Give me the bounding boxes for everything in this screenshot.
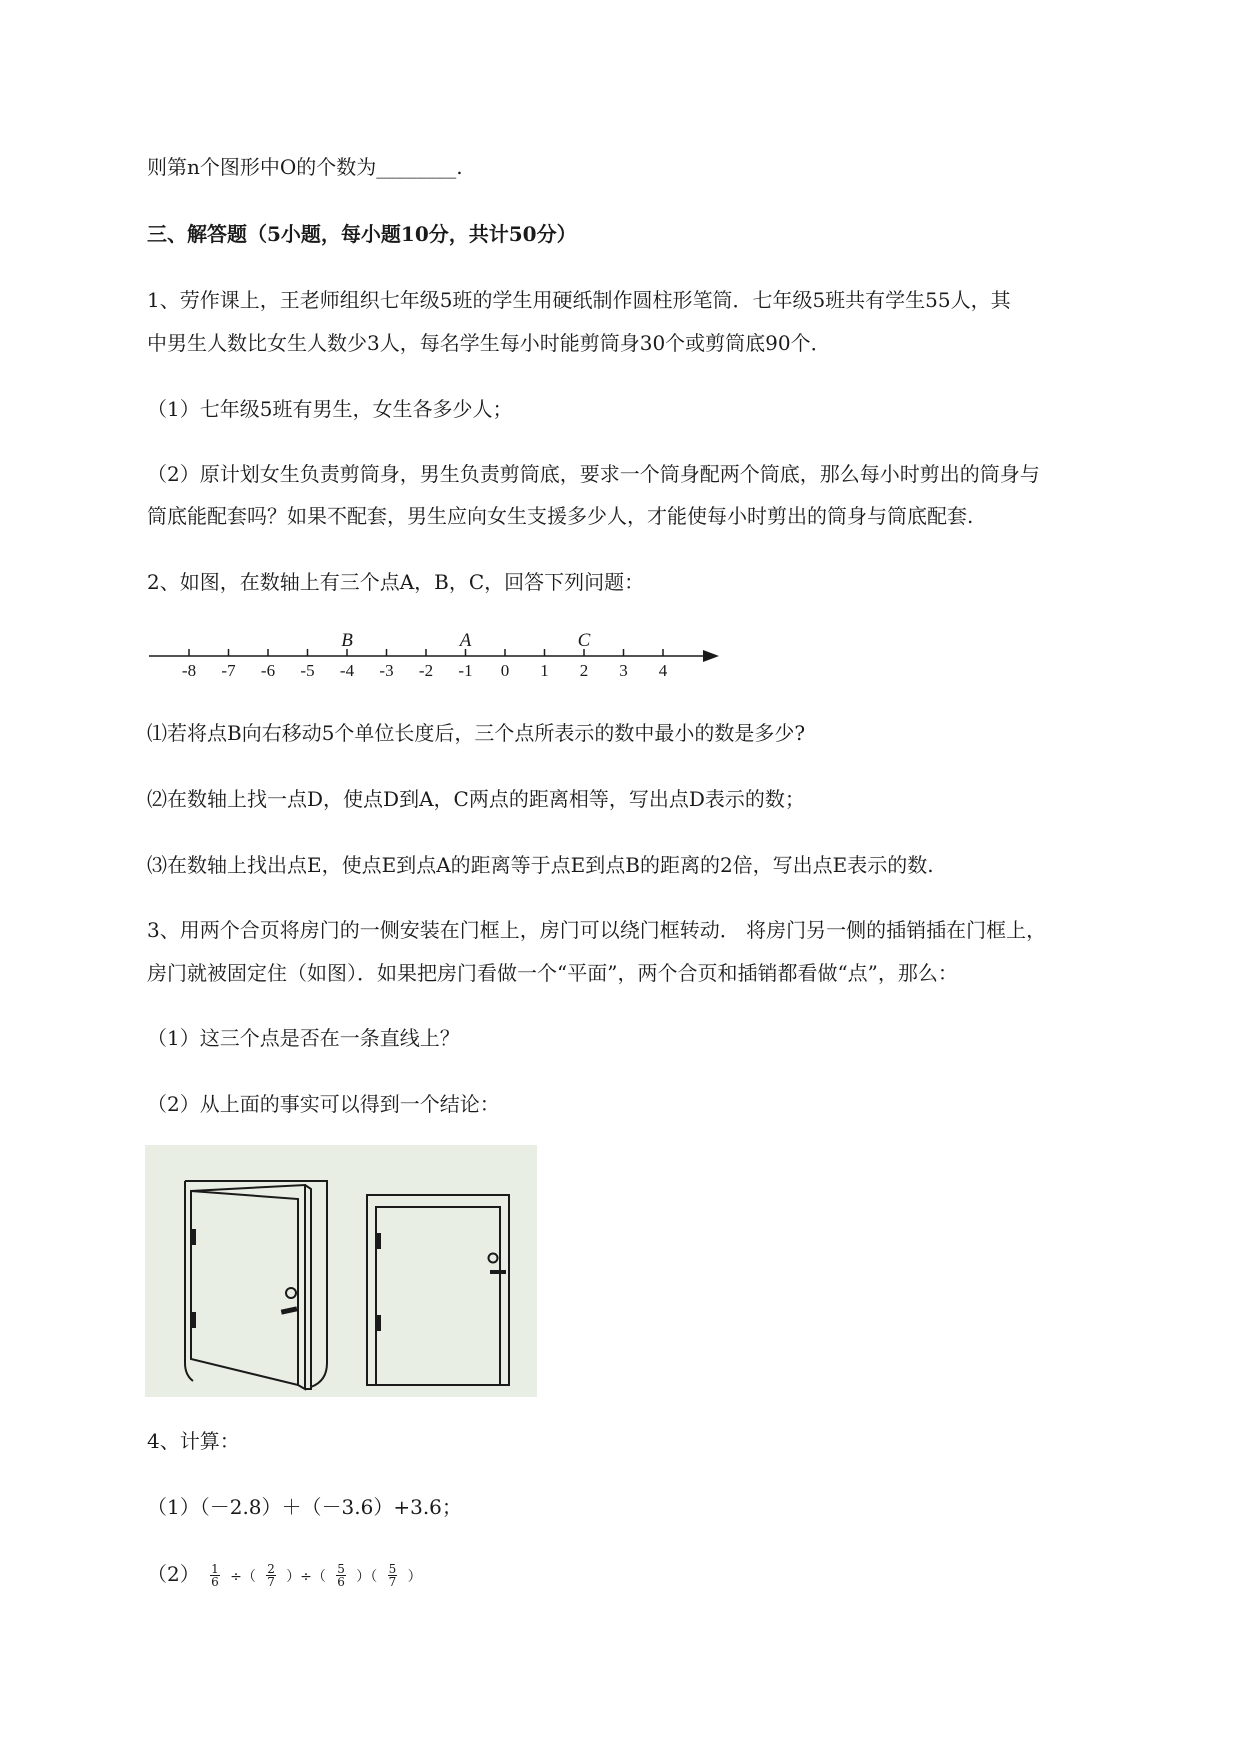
section-heading: 三、解答题（5小题，每小题10分，共计50分） — [147, 222, 577, 246]
q4-part-1: （1）（－2.8）＋（－3.6）+3.6； — [147, 1495, 462, 1519]
closed-door-hinge-bottom — [376, 1315, 381, 1331]
closed-door-hinge-top — [376, 1233, 381, 1249]
formula-fraction-2: $\frac{2}{7}$ — [267, 1562, 275, 1589]
line-pattern-blank: 则第n个图形中O的个数为________. — [147, 155, 463, 179]
q1-text-1: 1、劳作课上，王老师组织七年级5班的学生用硬纸制作圆柱形笔筒．七年级5班共有学生55人，其 — [147, 288, 1011, 312]
q2-part-1: ⑴若将点B向右移动5个单位长度后，三个点所表示的数中最小的数是多少? — [147, 721, 806, 745]
open-door-hinge-bottom — [191, 1312, 196, 1328]
q3-text-1: 3、用两个合页将房门的一侧安装在门框上，房门可以绕门框转动． 将房门另一侧的插销插在门框上， — [147, 918, 1047, 942]
q4-text: 4、计算： — [147, 1429, 240, 1453]
number-line-tick-label: -6 — [260, 661, 276, 680]
closed-door-latch — [490, 1270, 506, 1274]
q2-part-3: ⑶在数轴上找出点E，使点E到点A的距离等于点E到点B的距离的2倍，写出点E表示的数. — [147, 853, 934, 877]
q3-part-1: （1）这三个点是否在一条直线上？ — [147, 1026, 460, 1050]
q1-text-2: 中男生人数比女生人数少3人，每名学生每小时能剪筒身30个或剪筒底90个． — [147, 331, 831, 355]
formula-op-4: ） — [407, 1569, 422, 1585]
number-line-point-label: C — [577, 630, 591, 651]
number-line-tick-label: 3 — [619, 661, 628, 680]
formula-fraction-1: $\frac{1}{6}$ — [211, 1562, 219, 1589]
formula-fraction-3: $\frac{5}{6}$ — [337, 1562, 345, 1589]
number-line-arrow — [703, 650, 719, 662]
q3-part-2: （2）从上面的事实可以得到一个结论： — [147, 1092, 500, 1116]
open-door-hinge-top — [191, 1229, 196, 1245]
formula-op-1: ÷（ — [230, 1569, 256, 1585]
number-line-point-label: A — [459, 630, 472, 651]
number-line-tick-label: -8 — [181, 661, 197, 680]
number-line-tick-label: -3 — [379, 661, 394, 680]
number-line-tick-label: 0 — [500, 661, 510, 680]
number-line-tick-label: -5 — [300, 661, 315, 680]
q2-part-2: ⑵在数轴上找一点D，使点D到A，C两点的距离相等，写出点D表示的数； — [147, 787, 805, 811]
number-line-tick-label: 4 — [658, 661, 668, 680]
q3-text-2: 房门就被固定住（如图）．如果把房门看做一个“平面”，两个合页和插销都看做“点”，那么： — [147, 961, 958, 985]
number-line-tick-label: 2 — [579, 661, 589, 680]
formula-op-3: ）（ — [356, 1569, 378, 1585]
number-line-figure — [147, 620, 727, 680]
formula-fraction-4: $\frac{5}{7}$ — [388, 1562, 397, 1589]
q1-part-2-line-2: 筒底能配套吗？如果不配套，男生应向女生支援多少人，才能使每小时剪出的筒身与筒底配套. — [147, 504, 974, 528]
q4-part-2 — [147, 1554, 422, 1594]
door-figure-background — [145, 1145, 537, 1397]
number-line-point-label: B — [341, 630, 353, 651]
q1-part-2-line-1: （2）原计划女生负责剪筒身，男生负责剪筒底，要求一个筒身配两个筒底，那么每小时剪出的筒身与 — [147, 462, 1040, 486]
number-line-tick-label: 1 — [540, 661, 549, 680]
formula-op-2: ）÷（ — [286, 1569, 326, 1585]
number-line-tick-label: -2 — [418, 661, 434, 680]
q4-part-2-prefix: （2） — [147, 1562, 200, 1586]
q2-text: 2、如图，在数轴上有三个点A，B，C，回答下列问题： — [147, 570, 645, 594]
number-line-tick-label: -7 — [221, 661, 236, 680]
q1-part-1: （1）七年级5班有男生，女生各多少人； — [147, 397, 513, 421]
number-line-tick-label: -4 — [339, 661, 355, 680]
door-figure — [145, 1145, 537, 1397]
number-line-tick-label: -1 — [458, 661, 473, 680]
